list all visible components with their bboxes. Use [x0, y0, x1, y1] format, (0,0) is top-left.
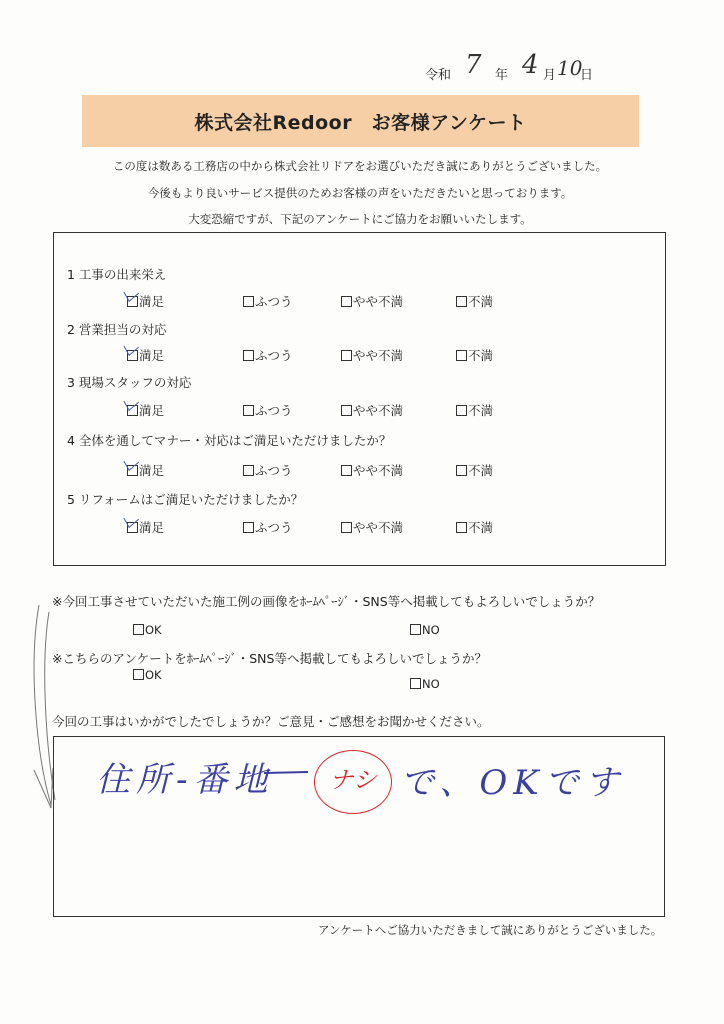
checkbox[interactable] [456, 465, 467, 476]
checkbox[interactable] [410, 678, 421, 689]
q1-option-somewhat-dissatisfied[interactable]: やや不満 [341, 292, 403, 310]
day-label: 日 [580, 68, 594, 83]
checkbox[interactable] [243, 405, 254, 416]
comment-prompt: 今回の工事はいかがでしたでしょうか？ご意見・ご感想をお聞かせください。 [52, 714, 490, 729]
q2-option-somewhat-dissatisfied[interactable]: やや不満 [341, 346, 403, 364]
month-value: 4 [522, 50, 539, 80]
permission-2-question: ※こちらのアンケートをﾎｰﾑﾍﾟｰｼﾞ・SNS等へ掲載してもよろしいでしょうか？ [52, 651, 487, 666]
checkbox[interactable] [341, 405, 352, 416]
checkbox-checked[interactable] [127, 405, 138, 416]
q2-option-satisfied[interactable]: 満足 [127, 346, 164, 364]
question-4-label: 4 全体を通してマナー・対応はご満足いただけましたか？ [67, 433, 392, 448]
q1-option-dissatisfied[interactable]: 不満 [456, 292, 493, 310]
q3-option-normal[interactable]: ふつう [243, 401, 293, 419]
page-title: 株式会社Redoor お客様アンケート [194, 112, 527, 134]
footer-thanks: アンケートへご協力いただきまして誠にありがとうございました。 [318, 923, 663, 937]
permission-1-question: ※今回工事させていただいた施工例の画像をﾎｰﾑﾍﾟｰｼﾞ・SNS等へ掲載してもよろしいでしょうか？ [52, 594, 601, 609]
intro-line-1: この度は数ある工務店の中から株式会社リドアをお選びいただき誠にありがとうございました。 [112, 159, 608, 173]
checkbox[interactable] [456, 350, 467, 361]
checkbox[interactable] [133, 669, 144, 680]
checkbox[interactable] [456, 405, 467, 416]
intro-line-2: 今後もより良いサービス提供のためお客様の声をいただきたいと思っております。 [147, 186, 573, 200]
era-label: 令和 [425, 68, 452, 83]
checkbox[interactable] [243, 522, 254, 533]
q2-option-dissatisfied[interactable]: 不満 [456, 346, 493, 364]
question-5-label: 5 リフォームはご満足いただけましたか？ [67, 492, 304, 507]
intro-line-3: 大変恐縮ですが、下記のアンケートにご協力をお願いいたします。 [188, 212, 532, 226]
handwritten-dash [262, 768, 312, 778]
q5-option-dissatisfied[interactable]: 不満 [456, 518, 493, 536]
q5-option-somewhat-dissatisfied[interactable]: やや不満 [341, 518, 403, 536]
handwritten-ok-text: で、OKです [400, 763, 625, 803]
red-circled-note: ナシ [314, 750, 392, 814]
checkbox[interactable] [410, 624, 421, 635]
checkbox[interactable] [341, 465, 352, 476]
permission-1-ok[interactable]: OK [133, 623, 162, 637]
checkbox[interactable] [341, 296, 352, 307]
month-label: 月 [543, 68, 557, 83]
permission-1-no[interactable]: NO [410, 623, 440, 637]
checkbox[interactable] [456, 296, 467, 307]
checkbox-checked[interactable] [127, 296, 138, 307]
handwritten-address-text: 住所-番地 [96, 760, 274, 800]
permission-2-ok[interactable]: OK [133, 668, 162, 682]
year-label: 年 [495, 68, 509, 83]
permission-2-no[interactable]: NO [410, 677, 440, 691]
q2-option-normal[interactable]: ふつう [243, 346, 293, 364]
q4-option-normal[interactable]: ふつう [243, 461, 293, 479]
checkbox[interactable] [133, 624, 144, 635]
q4-option-satisfied[interactable]: 満足 [127, 461, 164, 479]
q5-option-normal[interactable]: ふつう [243, 518, 293, 536]
question-2-label: 2 営業担当の対応 [67, 322, 167, 337]
checkbox[interactable] [341, 350, 352, 361]
checkbox[interactable] [243, 465, 254, 476]
checkbox[interactable] [243, 350, 254, 361]
q1-option-normal[interactable]: ふつう [243, 292, 293, 310]
checkbox-checked[interactable] [127, 522, 138, 533]
q4-option-somewhat-dissatisfied[interactable]: やや不満 [341, 461, 403, 479]
checkbox-checked[interactable] [127, 350, 138, 361]
q3-option-satisfied[interactable]: 満足 [127, 401, 164, 419]
checkbox[interactable] [456, 522, 467, 533]
checkbox[interactable] [243, 296, 254, 307]
q3-option-somewhat-dissatisfied[interactable]: やや不満 [341, 401, 403, 419]
q1-option-satisfied[interactable]: 満足 [127, 292, 164, 310]
question-1-label: 1 工事の出来栄え [67, 267, 167, 282]
checkbox-checked[interactable] [127, 465, 138, 476]
q4-option-dissatisfied[interactable]: 不満 [456, 461, 493, 479]
q5-option-satisfied[interactable]: 満足 [127, 518, 164, 536]
day-value: 10 [557, 56, 583, 80]
question-3-label: 3 現場スタッフの対応 [67, 375, 192, 390]
q3-option-dissatisfied[interactable]: 不満 [456, 401, 493, 419]
year-value: 7 [465, 50, 482, 80]
checkbox[interactable] [341, 522, 352, 533]
